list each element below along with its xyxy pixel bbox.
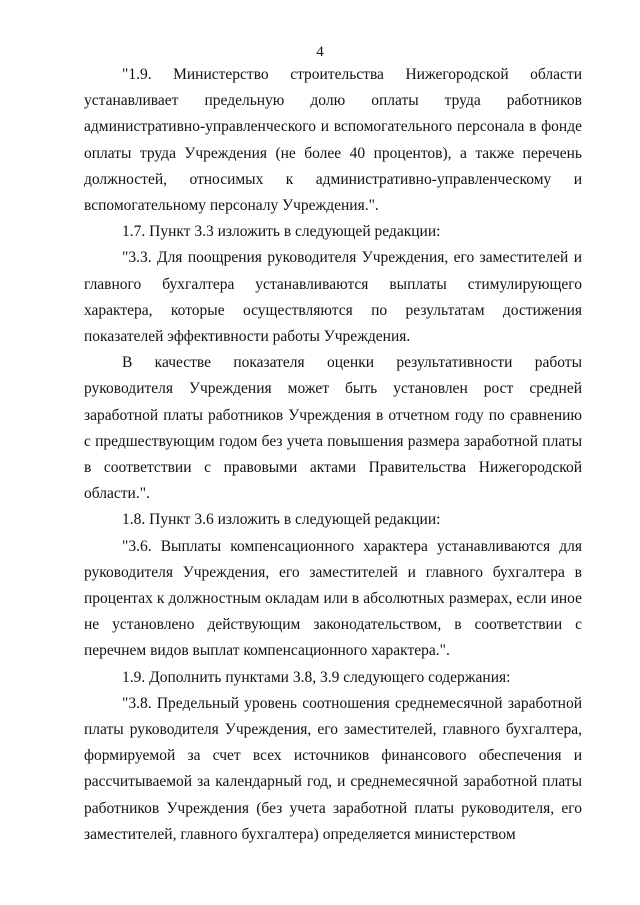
paragraph-item-1-8: 1.8. Пункт 3.6 изложить в следующей редакции: — [122, 511, 441, 529]
paragraph-clause-1-9-quoted: "1.9. Министерство строительства Нижегородской области устанавливает предельную долю оплаты труда работников административно-управленческого и вспомогательного персонала в фонде оплаты труда Учреждения (не более 40 процентов), а также перечень должностей, относимых к административно-управленческому и вспомогательному персоналу Учреждения.". — [84, 66, 582, 215]
paragraph-performance-indicator: В качестве показателя оценки результативности работы руководителя Учреждения может быть установлен рост средней заработной платы работников Учреждения в отчетном году по сравнению с предшествующим годом без учета повышения размера заработной платы в соответствии с правовыми актами Правительства Нижегородской области.". — [84, 354, 582, 503]
paragraph-item-1-9: 1.9. Дополнить пунктами 3.8, 3.9 следующего содержания: — [122, 668, 511, 686]
paragraph-clause-3-6: "3.6. Выплаты компенсационного характера устанавливаются для руководителя Учреждения, его заместителей и главного бухгалтера в процентах к должностным окладам или в абсолютных размерах, если иное не установлено действующим законодательством, в соответствии с перечнем видов выплат компенсационного характера.". — [84, 537, 582, 660]
page-number: 4 — [316, 44, 324, 60]
paragraph-clause-3-8: "3.8. Предельный уровень соотношения среднемесячной заработной платы руководителя Учреждения, его заместителей, главного бухгалтера, формируемой за счет всех источников финансового обеспечения и рассчитываемой за календарный год, и среднемесячной заработной платы работников Учреждения (без учета заработной платы руководителя, его заместителей, главного бухгалтера) определяется министерством — [84, 694, 582, 843]
document-body — [84, 62, 582, 848]
paragraph-clause-3-3: "3.3. Для поощрения руководителя Учреждения, его заместителей и главного бухгалтера устанавливаются выплаты стимулирующего характера, которые осуществляются по результатам достижения показателей эффективности работы Учреждения. — [84, 249, 582, 346]
paragraph-item-1-7: 1.7. Пункт 3.3 изложить в следующей редакции: — [122, 223, 441, 241]
